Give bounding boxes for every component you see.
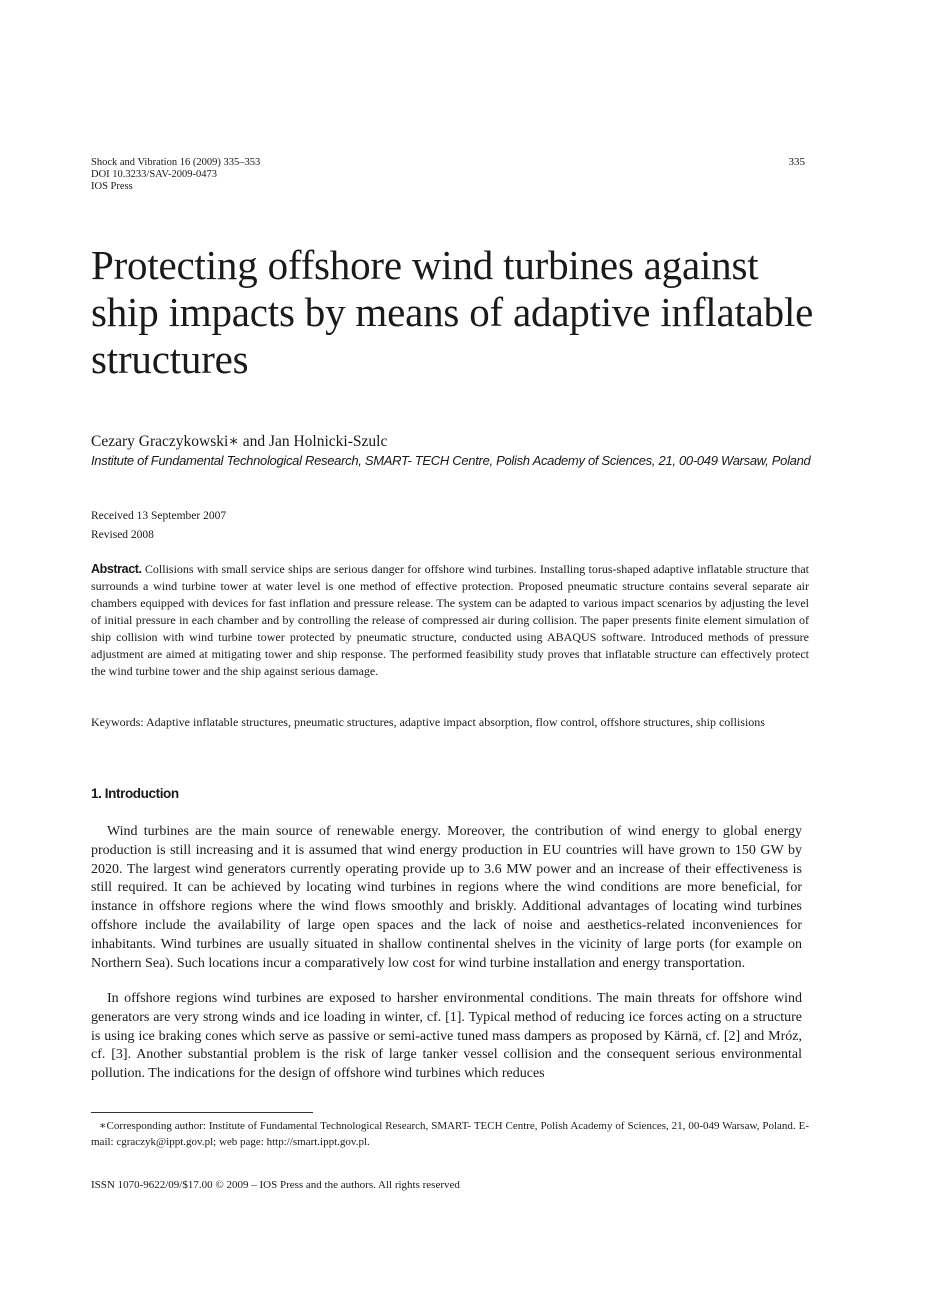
issn-copyright: ISSN 1070-9622/09/$17.00 © 2009 – IOS Press and the authors. All rights reserved bbox=[91, 1179, 460, 1191]
received-date: Received 13 September 2007 bbox=[91, 510, 227, 522]
doi: DOI 10.3233/SAV-2009-0473 bbox=[91, 169, 218, 180]
abstract-label: Abstract. bbox=[91, 562, 142, 576]
authors: Cezary Graczykowski∗ and Jan Holnicki-Szulc bbox=[91, 433, 388, 450]
publisher: IOS Press bbox=[91, 181, 133, 192]
body-paragraph: In offshore regions wind turbines are exposed to harsher environmental conditions. The main threats for offshore wind generators are very strong winds and ice loading in winter, cf. [1]. Typical method of reducing ice forces acting on a structure is using ice braking cones which serve as passive or semi-active tuned mass dampers as proposed by Kärnä, cf. [2] and Mróz, cf. [3]. Another substantial problem is the risk of large tanker vessel collision and the consequent serious environmental pollution. The indications for the design of offshore wind turbines which reduces bbox=[91, 991, 802, 1082]
affiliation: Institute of Fundamental Technological Research, SMART- TECH Centre, Polish Academy of Sciences, 21, 00-049 Warsaw, Poland bbox=[91, 453, 811, 468]
body-paragraph: Wind turbines are the main source of renewable energy. Moreover, the contribution of wind energy to global energy production is still increasing and it is assumed that wind energy production in EU countries will have grown to 150 GW by 2020. The largest wind generators currently operating provide up to 3.6 MW power and an increase of their effectiveness is still required. It can be achieved by locating wind turbines in regions where the wind conditions are more beneficial, for instance in offshore regions where the wind flows smoothly and briskly. Additional advantages of locating wind turbines offshore include the availability of large open spaces and the lack of noise and aesthetics-related inconveniences for inhabitants. Wind turbines are usually situated in shallow continental shelves in the vicinity of large ports (for example on Northern Sea). Such locations incur a comparatively low cost for wind turbine installation and energy transportation. bbox=[91, 824, 802, 971]
paper-title: Protecting offshore wind turbines against ship impacts by means of adaptive inflatable structures bbox=[91, 242, 814, 382]
abstract-text: Collisions with small service ships are serious danger for offshore wind turbines. Installing torus-shaped adaptive inflatable structure that surrounds a wind turbine tower at water level is one method of effective protection. Proposed pneumatic structure contains several separate air chambers equipped with devices for fast inflation and pressure release. The system can be adapted to various impact scenarios by adjusting the level of initial pressure in each chamber and by controlling the release of compressed air during collision. The paper presents finite element simulation of ship collision with wind turbine tower protected by pneumatic structure, conducted using ABAQUS software. Introduced methods of pressure adjustment are aimed at mitigating tower and ship response. The performed feasibility study proves that inflatable structure can effectively protect the wind turbine tower and the ship against serious damage. bbox=[91, 562, 809, 678]
footnote-rule bbox=[91, 1112, 313, 1113]
revised-date: Revised 2008 bbox=[91, 529, 154, 541]
journal-citation: Shock and Vibration 16 (2009) 335–353 bbox=[91, 157, 261, 168]
section-heading: 1. Introduction bbox=[91, 786, 179, 801]
page-number: 335 bbox=[788, 156, 805, 168]
abstract bbox=[91, 561, 809, 680]
footnote: ∗Corresponding author: Institute of Fundamental Technological Research, SMART- TECH Centre, Polish Academy of Sciences, 21, 00-049 Warsaw, Poland. E-mail: cgraczyk@ippt.gov.pl; web page: http://smart.ippt.gov.pl. bbox=[91, 1120, 809, 1148]
keywords: Keywords: Adaptive inflatable structures, pneumatic structures, adaptive impact absorption, flow control, offshore structures, ship collisions bbox=[91, 715, 765, 729]
